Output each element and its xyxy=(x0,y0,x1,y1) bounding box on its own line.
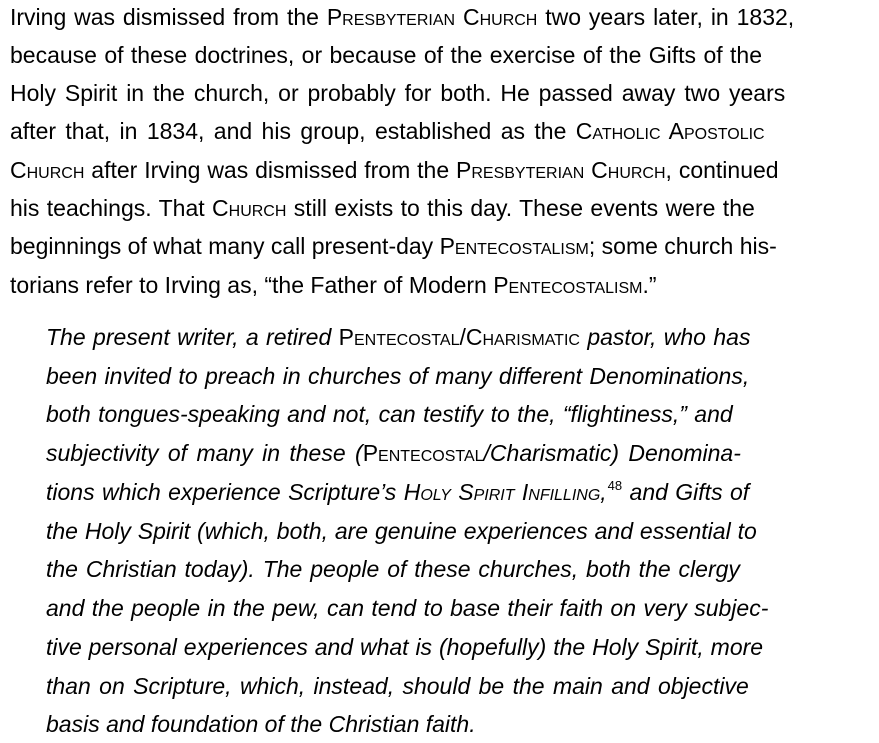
body-line xyxy=(10,270,657,300)
quote-line xyxy=(46,593,768,623)
small-caps-run: Pentecostalism xyxy=(439,233,589,259)
small-caps-run: Presbyterian Church xyxy=(326,4,538,30)
body-line xyxy=(10,40,762,70)
small-caps-run: Church xyxy=(10,157,85,183)
quote-line xyxy=(46,671,749,701)
text-run: the Holy Spirit (which, both, are genuine experiences and essential to xyxy=(46,518,757,544)
text-run: been invited to preach in churches of many different Denominations, xyxy=(46,363,750,389)
quote-line xyxy=(46,554,740,584)
small-caps-run: Presbyterian Church xyxy=(456,157,666,183)
small-caps-run: Pentecostalism xyxy=(493,272,643,298)
body-line xyxy=(10,116,765,146)
text-run: The present writer, a retired xyxy=(46,324,339,350)
quote-line xyxy=(46,477,749,511)
text-run: pastor, who has xyxy=(579,324,751,350)
small-caps-run: Church xyxy=(212,195,287,221)
text-run: ; some church his- xyxy=(588,233,777,259)
body-line xyxy=(10,78,785,108)
text-run: /Charismatic) Denomina- xyxy=(483,440,741,466)
quote-line xyxy=(46,361,749,391)
text-run: beginnings of what many call present-day xyxy=(10,233,440,259)
text-run: still exists to this day. These events were the xyxy=(286,195,755,221)
text-run: basis and foundation of the Christian faith. xyxy=(46,711,476,737)
text-run: and Gifts of xyxy=(622,479,750,505)
small-caps-run: Pentecostal/Charismatic xyxy=(338,324,580,350)
text-run: .” xyxy=(642,272,657,298)
text-run: after that, in 1834, and his group, established as the xyxy=(10,118,576,144)
quote-line xyxy=(46,632,763,662)
text-run: than on Scripture, which, instead, should be the main and objective xyxy=(46,673,749,699)
text-run: his teachings. That xyxy=(10,195,213,221)
text-run: and the people in the pew, can tend to base their faith on very subjec- xyxy=(46,595,769,621)
text-run: Irving was dismissed from the xyxy=(10,4,327,30)
small-caps-run: Catholic Apostolic xyxy=(575,118,765,144)
text-run: torians refer to Irving as, “the Father of Modern xyxy=(10,272,494,298)
quote-line xyxy=(46,399,733,429)
quote-line xyxy=(46,709,476,739)
text-run: , xyxy=(600,479,607,505)
body-line xyxy=(10,193,755,223)
text-run: , continued xyxy=(665,157,779,183)
quote-line xyxy=(46,438,741,468)
text-run: the Christian today). The people of these churches, both the clergy xyxy=(46,556,740,582)
small-caps-run: Pentecostal xyxy=(362,440,484,466)
text-run: tions which experience Scripture’s xyxy=(46,479,404,505)
quote-line xyxy=(46,322,750,352)
body-line xyxy=(10,2,794,32)
text-run: tive personal experiences and what is (hopefully) the Holy Spirit, more xyxy=(46,634,764,660)
small-caps-run: Holy Spirit Infilling xyxy=(403,479,601,505)
text-run: both tongues-speaking and not, can testify to the, “flightiness,” and xyxy=(46,401,733,427)
text-run: because of these doctrines, or because of the exercise of the Gifts of the xyxy=(10,42,762,68)
body-line xyxy=(10,155,779,185)
body-line xyxy=(10,231,777,261)
text-run: Holy Spirit in the church, or probably for both. He passed away two years xyxy=(10,80,786,106)
text-run: after Irving was dismissed from the xyxy=(84,157,457,183)
quote-line xyxy=(46,516,757,546)
text-run: subjectivity of many in these ( xyxy=(46,440,363,466)
text-run: two years later, in 1832, xyxy=(537,4,795,30)
footnote-marker: 48 xyxy=(607,478,623,493)
